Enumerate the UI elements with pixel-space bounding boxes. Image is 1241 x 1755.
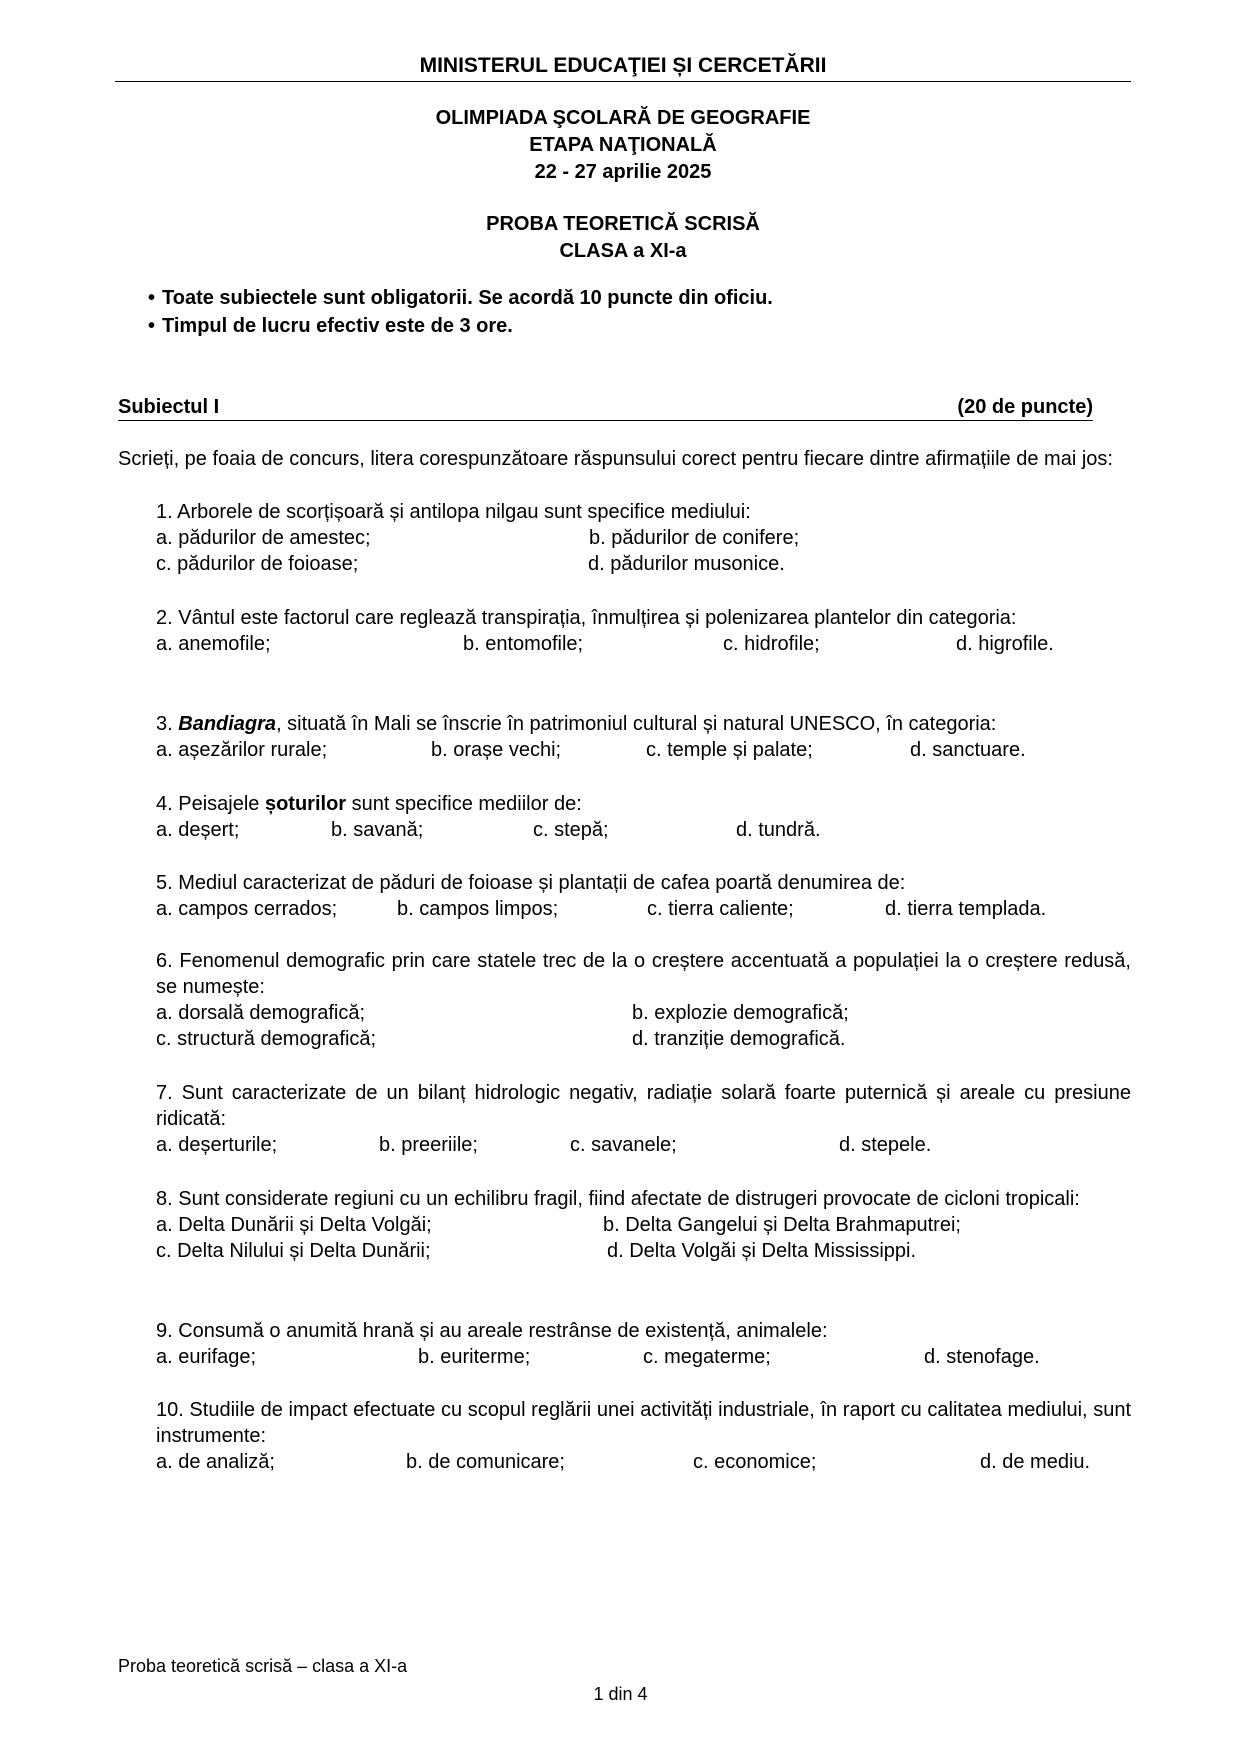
option-c: c. savanele; xyxy=(570,1134,677,1156)
question-text: 10. Studiile de impact efectuate cu scopul reglării unei activități industriale, în raport cu calitatea mediului, sunt instrumente: xyxy=(156,1399,1131,1447)
options-row xyxy=(156,896,1131,922)
question-term: Bandiagra xyxy=(178,713,277,735)
option-a: a. anemofile; xyxy=(156,633,271,655)
options-row xyxy=(156,525,1131,551)
options-row xyxy=(156,1132,1131,1158)
subject-title: Subiectul I xyxy=(118,396,220,418)
option-c: c. tierra caliente; xyxy=(647,898,794,920)
option-d: d. de mediu. xyxy=(980,1451,1091,1473)
option-c: c. pădurilor de foioase; xyxy=(156,553,359,575)
page-number: 1 din 4 xyxy=(593,1684,648,1704)
question-5 xyxy=(156,870,1131,922)
option-b: b. euriterme; xyxy=(418,1346,531,1368)
options-row xyxy=(156,1026,1131,1052)
option-d: d. pădurilor musonice. xyxy=(588,553,785,575)
instruction-item xyxy=(148,315,773,343)
question-2 xyxy=(156,605,1131,657)
options-row xyxy=(156,551,1131,577)
instructions-list xyxy=(148,287,773,343)
subject-intro: Scrieți, pe foaia de concurs, litera corespunzătoare răspunsului corect pentru fiecare dintre afirmațiile de mai jos: xyxy=(118,448,1113,470)
option-b: b. pădurilor de conifere; xyxy=(589,527,800,549)
question-term: șoturilor xyxy=(264,793,347,815)
olympiad-name: OLIMPIADA ŞCOLARĂ DE GEOGRAFIE xyxy=(435,107,811,129)
option-d: d. tranziție demografică. xyxy=(632,1028,846,1050)
exam-name: PROBA TEORETICĂ SCRISĂ xyxy=(486,213,760,235)
bullet-icon: • xyxy=(148,287,156,309)
question-6 xyxy=(156,948,1131,1052)
options-row xyxy=(156,817,1131,843)
question-1 xyxy=(156,499,1131,577)
option-c: c. stepă; xyxy=(533,819,609,841)
option-d: d. higrofile. xyxy=(956,633,1054,655)
olympiad-stage: ETAPA NAŢIONALĂ xyxy=(529,134,717,156)
option-c: c. temple și palate; xyxy=(646,739,813,761)
question-text: 1. Arborele de scorțișoară și antilopa nilgau sunt specifice mediului: xyxy=(156,501,751,523)
question-text xyxy=(156,711,1131,737)
footer-label: Proba teoretică scrisă – clasa a XI-a xyxy=(118,1656,408,1676)
options-row xyxy=(156,1344,1131,1370)
option-b: b. entomofile; xyxy=(463,633,584,655)
option-b: b. de comunicare; xyxy=(406,1451,565,1473)
option-c: c. economice; xyxy=(693,1451,817,1473)
ministry-title: MINISTERUL EDUCAŢIEI ȘI CERCETĂRII xyxy=(419,54,827,77)
options-row xyxy=(156,1000,1131,1026)
option-d: d. sanctuare. xyxy=(910,739,1026,761)
options-row xyxy=(156,1449,1131,1475)
question-text: 7. Sunt caracterizate de un bilanț hidrologic negativ, radiație solară foarte puternică și areale cu presiune ridicată: xyxy=(156,1082,1131,1130)
question-text: 6. Fenomenul demografic prin care statele trec de la o creștere accentuată a populației la o creștere redusă, se numește: xyxy=(156,950,1131,998)
option-c: c. megaterme; xyxy=(643,1346,771,1368)
olympiad-dates: 22 - 27 aprilie 2025 xyxy=(534,161,712,183)
question-7 xyxy=(156,1080,1131,1158)
option-d: d. tierra templada. xyxy=(885,898,1047,920)
question-number: 3. xyxy=(156,713,173,735)
option-b: b. preeriile; xyxy=(379,1134,478,1156)
question-text xyxy=(156,791,1131,817)
subject-points: (20 de puncte) xyxy=(957,396,1093,418)
question-9 xyxy=(156,1318,1131,1370)
question-3 xyxy=(156,711,1131,763)
header-rule xyxy=(115,81,1131,82)
question-10 xyxy=(156,1397,1131,1475)
bullet-icon: • xyxy=(148,315,156,337)
option-a: a. pădurilor de amestec; xyxy=(156,527,371,549)
option-a: a. așezărilor rurale; xyxy=(156,739,328,761)
option-d: d. Delta Volgăi și Delta Mississippi. xyxy=(607,1240,917,1262)
exam-grade: CLASA a XI-a xyxy=(559,240,687,262)
question-text: 2. Vântul este factorul care reglează transpirația, înmulțirea și polenizarea plantelor din categoria: xyxy=(156,607,1017,629)
question-8 xyxy=(156,1186,1131,1264)
option-c: c. Delta Nilului și Delta Dunării; xyxy=(156,1240,431,1262)
instruction-text: Toate subiectele sunt obligatorii. Se acordă 10 puncte din oficiu. xyxy=(162,287,773,309)
options-row xyxy=(156,737,1131,763)
option-a: a. de analiză; xyxy=(156,1451,275,1473)
question-rest: sunt specifice mediilor de: xyxy=(346,793,582,815)
options-row xyxy=(156,1238,1131,1264)
question-text: 5. Mediul caracterizat de păduri de foioase și plantații de cafea poartă denumirea de: xyxy=(156,872,906,894)
option-d: d. stenofage. xyxy=(924,1346,1040,1368)
options-row xyxy=(156,1212,1131,1238)
option-c: c. structură demografică; xyxy=(156,1028,377,1050)
instruction-text: Timpul de lucru efectiv este de 3 ore. xyxy=(162,315,513,337)
instruction-item xyxy=(148,287,773,315)
question-text: 8. Sunt considerate regiuni cu un echilibru fragil, fiind afectate de distrugeri provocate de cicloni tropicali: xyxy=(156,1188,1080,1210)
option-b: b. explozie demografică; xyxy=(632,1002,849,1024)
option-a: a. eurifage; xyxy=(156,1346,257,1368)
option-a: a. campos cerrados; xyxy=(156,898,338,920)
question-pre: 4. Peisajele xyxy=(156,793,265,815)
subject-header xyxy=(118,396,1093,421)
option-b: b. Delta Gangelui și Delta Brahmaputrei; xyxy=(603,1214,961,1236)
exam-title xyxy=(115,211,1131,265)
question-4 xyxy=(156,791,1131,843)
option-a: a. dorsală demografică; xyxy=(156,1002,366,1024)
question-text: 9. Consumă o anumită hrană și au areale restrânse de existență, animalele: xyxy=(156,1320,828,1342)
option-d: d. tundră. xyxy=(736,819,821,841)
option-d: d. stepele. xyxy=(839,1134,932,1156)
option-b: b. savană; xyxy=(331,819,424,841)
option-a: a. deșert; xyxy=(156,819,240,841)
option-b: b. orașe vechi; xyxy=(431,739,562,761)
option-a: a. Delta Dunării și Delta Volgăi; xyxy=(156,1214,432,1236)
option-a: a. deșerturile; xyxy=(156,1134,278,1156)
options-row xyxy=(156,631,1131,657)
option-b: b. campos limpos; xyxy=(397,898,559,920)
olympiad-title xyxy=(115,105,1131,186)
question-rest: , situată în Mali se înscrie în patrimoniul cultural și natural UNESCO, în categoria: xyxy=(276,713,997,735)
option-c: c. hidrofile; xyxy=(723,633,820,655)
